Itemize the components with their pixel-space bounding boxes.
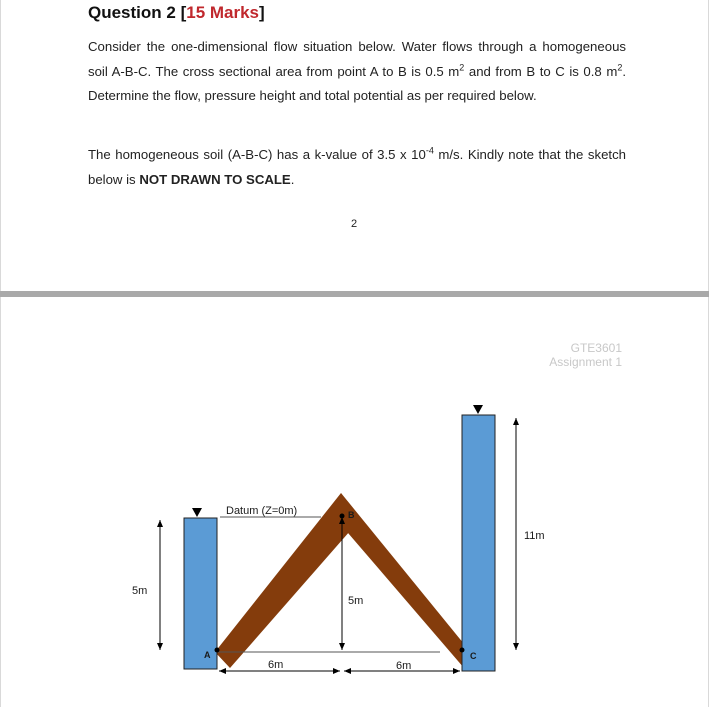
point-c-label: C	[470, 651, 477, 661]
question-title: Question 2 [15 Marks]	[88, 3, 265, 22]
left-span-label: 6m	[268, 659, 284, 671]
soil-property-paragraph: The homogeneous soil (A-B-C) has a k-value of 3.5 x $10^{-4}$ m/s. Kindly note that the sketch below is NOT DRAWN TO SCALE.	[88, 145, 627, 187]
point-a-marker	[215, 648, 220, 653]
middle-height-label: 5m	[348, 595, 364, 607]
datum-label: Datum (Z=0m)	[226, 505, 298, 517]
soil-limb-ab	[215, 493, 357, 668]
right-span-label: 6m	[396, 660, 412, 672]
point-b-label: B	[348, 510, 355, 520]
marks-value: 15 Marks	[186, 3, 260, 22]
soil-limb-bc	[341, 493, 464, 668]
left-height-label: 5m	[132, 585, 148, 597]
left-water-level-icon	[192, 508, 202, 517]
scale-warning: NOT DRAWN TO SCALE	[139, 171, 291, 187]
right-height-label: 11m	[524, 530, 545, 542]
point-b-marker	[340, 514, 345, 519]
right-water-level-icon	[473, 405, 483, 414]
problem-paragraph: Consider the one-dimensional flow situation below. Water flows through a homogeneous soil A-B-C. The cross sectional area from point A to B is 0.5 $m^2$ and from B to C is 0.8 $m^2$. Determine the flow, pressure height and total potential as per required below.	[88, 39, 626, 104]
point-c-marker	[460, 648, 465, 653]
watermark: GTE3601 Assignment 1	[549, 341, 622, 369]
left-standpipe	[184, 518, 217, 669]
right-standpipe	[462, 415, 495, 671]
page-number: 2	[351, 218, 358, 230]
point-a-label: A	[204, 650, 211, 660]
